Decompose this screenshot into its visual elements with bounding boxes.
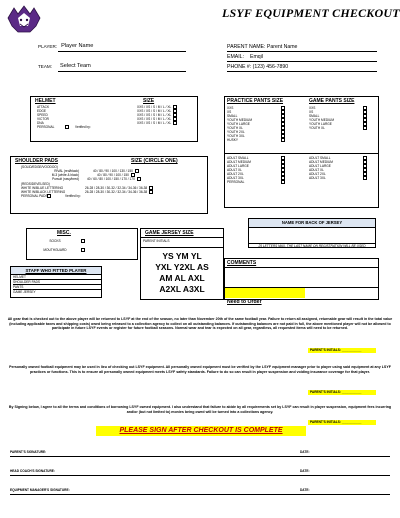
adult-practice-list: [227, 156, 297, 184]
staff-title: STAFF WHO FITTED PLAYER: [25, 268, 87, 273]
checkbox[interactable]: [363, 156, 367, 159]
list-item[interactable]: ADULT MEDIUM: [227, 160, 297, 164]
misc-item[interactable]: SOCKS: [31, 239, 137, 243]
checkbox[interactable]: [363, 164, 367, 167]
staff-row[interactable]: HELMET: [13, 275, 101, 280]
player-label: PLAYER:: [38, 44, 58, 49]
checkbox[interactable]: [281, 122, 285, 125]
sign-banner-text: PLEASE SIGN AFTER CHECKOUT IS COMPLETE: [119, 427, 283, 434]
signature-block: [10, 448, 390, 495]
checkbox[interactable]: [363, 110, 367, 113]
checkbox[interactable]: [81, 239, 85, 242]
game-jersey-sizes[interactable]: YS YM YL YXL Y2XL AS AM AL AXL A2XL A3XL: [155, 251, 209, 294]
checkbox[interactable]: [149, 190, 153, 193]
checkbox[interactable]: [173, 121, 177, 124]
list-item[interactable]: ADULT XL: [227, 168, 297, 172]
adult-game-list: [309, 156, 379, 180]
jersey-name-title: NAME FOR BACK OF JERSEY: [281, 220, 343, 225]
shoulder-sub1: (SOLID/EDGE/VOODOO): [21, 165, 58, 169]
checkbox[interactable]: [149, 186, 153, 189]
page-title: LSYF EQUIPMENT CHECKOUT: [222, 6, 400, 20]
checkbox[interactable]: [363, 114, 367, 117]
staff-section: [10, 266, 102, 298]
parent-initials-3[interactable]: PARENT'S INITIALS: ___________: [308, 420, 376, 425]
checkbox[interactable]: [281, 118, 285, 121]
list-item[interactable]: ADULT XL: [309, 168, 379, 172]
staff-row[interactable]: PANTS: [13, 285, 101, 290]
comments-input[interactable]: [227, 269, 376, 285]
list-item[interactable]: ADULT LARGE: [227, 164, 297, 168]
policy-paragraph-signing: By Signing below, I agree to all the terms and conditions of borrowing LSYF owned equipment. I also understand that failure to abide by all requirements set by LSYF can result in player suspension, equipment fees incurring and/or (but not limited to) monies being owed will be turned into a collections agency.: [8, 405, 392, 414]
helmet-list: [37, 105, 197, 129]
parent-initials-1[interactable]: PARENT'S INITIALS: ___________: [308, 348, 376, 353]
player-name-field[interactable]: Player Name: [61, 43, 94, 49]
practice-pants-title: PRACTICE PANTS SIZE: [227, 98, 284, 104]
misc-item[interactable]: MOUTHGUARD: [31, 248, 137, 252]
checkbox[interactable]: [281, 134, 285, 137]
checkbox[interactable]: [173, 109, 177, 112]
list-item[interactable]: XS: [227, 110, 297, 114]
checkbox[interactable]: [173, 117, 177, 120]
staff-row[interactable]: GAME JERSEY: [13, 290, 36, 294]
parent-initials-label: PARENT INITIALS: [143, 239, 170, 243]
list-item[interactable]: ADULT 2XL: [309, 172, 379, 176]
helmet-title: HELMET: [35, 98, 56, 104]
signature-row[interactable]: PARENT'S SIGNATURE: DATE:: [10, 448, 390, 457]
pants-section: [224, 96, 379, 208]
table-row[interactable]: WHITE W/BLACK LETTERING 26-28 / 28-30 / 30-32 / 32-34 / 34-36 / 36-38: [21, 190, 207, 194]
team-row: [38, 64, 91, 69]
checkbox[interactable]: [281, 126, 285, 129]
practice-pants-list: [227, 106, 297, 142]
signature-row[interactable]: HEAD COACH'S SIGNATURE: DATE:: [10, 467, 390, 476]
list-item[interactable]: XS: [309, 110, 379, 114]
jersey-name-section: [248, 218, 376, 248]
list-item[interactable]: ADULT SMALL: [227, 156, 297, 160]
team-select[interactable]: Select Team: [60, 63, 91, 69]
shoulder-list: [21, 169, 207, 198]
table-row[interactable]: WHITE W/BLUE LETTERING 26-28 / 28-30 / 30-32 / 32-34 / 34-36 / 36-38: [21, 186, 207, 190]
list-item[interactable]: YOUTH LARGE: [227, 122, 297, 126]
jersey-name-note: 25 LETTERS MAX. THE LAST NAME ON REGISTRATION WILL BE USED: [249, 243, 375, 248]
checkbox[interactable]: [135, 169, 139, 172]
list-item[interactable]: YOUTH XL: [227, 126, 297, 130]
comments-section: [224, 258, 379, 305]
shoulder-pads-title: SHOULDER PADS: [15, 158, 58, 164]
need-to-order-field[interactable]: [225, 288, 305, 305]
helmet-row[interactable]: SPEED XXS / XS / S / M / L / XL: [37, 113, 197, 117]
checkbox[interactable]: [281, 110, 285, 113]
parent-initials-2[interactable]: PARENT'S INITIALS: ___________: [308, 390, 376, 395]
staff-row[interactable]: SHOULDER PADS: [13, 280, 101, 285]
checkbox[interactable]: [281, 168, 285, 171]
need-to-order-label: Need to Order: [227, 299, 262, 305]
game-jersey-section: [140, 228, 224, 300]
shoulder-pads-section: [10, 156, 208, 214]
shoulder-sub2: (REDSIDEVELSED): [21, 182, 50, 186]
list-item[interactable]: YOUTH XL: [309, 126, 379, 130]
checkbox[interactable]: [363, 122, 367, 125]
list-item[interactable]: ADULT 3XL: [227, 176, 297, 180]
checkbox[interactable]: [281, 164, 285, 167]
list-item[interactable]: ADULT SMALL: [309, 156, 379, 160]
phone-field[interactable]: PHONE #: (123) 456-7890: [227, 64, 289, 70]
list-item[interactable]: YOUTH LARGE: [309, 122, 379, 126]
checkbox[interactable]: [81, 248, 85, 251]
helmet-row[interactable]: VICTOR XXS / XS / S / M / L / XL: [37, 117, 197, 121]
checkbox[interactable]: [363, 172, 367, 175]
checkbox[interactable]: [47, 194, 51, 197]
list-item[interactable]: ADULT LARGE: [309, 164, 379, 168]
checkbox[interactable]: [281, 176, 285, 179]
checkbox[interactable]: [281, 114, 285, 117]
player-row: [38, 44, 93, 49]
list-item[interactable]: XXS: [227, 106, 297, 110]
list-item[interactable]: ADULT 3XL: [309, 176, 379, 180]
checkbox[interactable]: [281, 106, 285, 109]
checkbox[interactable]: [281, 156, 285, 159]
misc-section: [26, 228, 138, 260]
list-item[interactable]: ADULT 2XL: [227, 172, 297, 176]
list-item[interactable]: YOUTH MEDIUM: [309, 118, 379, 122]
checkbox[interactable]: [173, 113, 177, 116]
helmet-section: [30, 96, 198, 142]
helmet-row[interactable]: ATTACK XXS / XS / S / M / L / XL: [37, 105, 197, 109]
list-item[interactable]: ADULT MEDIUM: [309, 160, 379, 164]
checkbox[interactable]: [281, 130, 285, 133]
checkbox[interactable]: [363, 106, 367, 109]
list-item[interactable]: PERSONAL: [227, 180, 297, 184]
parent-name-field[interactable]: PARENT NAME: Parent Name: [227, 44, 298, 50]
list-item[interactable]: XXS: [309, 106, 379, 110]
checkbox[interactable]: [281, 160, 285, 163]
checkbox[interactable]: [363, 176, 367, 179]
list-item[interactable]: YOUTH 2XL: [227, 130, 297, 134]
jersey-name-input[interactable]: [251, 229, 373, 241]
misc-title: MISC.: [57, 230, 71, 236]
list-item[interactable]: YOUTH MEDIUM: [227, 118, 297, 122]
game-pants-title: GAME PANTS SIZE: [309, 98, 355, 104]
policy-paragraph-return: All gear that is checked out to the above player will be returned to LSYF at the end of the season, no later than November 20th of the same football year. Failure to return all assigned, returnable gear will result in the total value (including applicable taxes and shipping costs) owed being released to a collection agency to collect on all outstanding balances. If outstanding balances are not paid in full, the above mentioned player will not be allowed to participate in future LSYF events or register for future football seasons. Normal wear and tear is expected on all gear, regardless, all requested items will need to be returned.: [7, 317, 393, 331]
comments-title: COMMENTS: [227, 260, 257, 266]
email-field[interactable]: Emqil: [250, 54, 263, 60]
lsyf-logo: [6, 4, 42, 36]
game-jersey-title: GAME JERSEY SIZE: [145, 230, 194, 236]
list-item[interactable]: HUSKY: [227, 138, 297, 142]
shoulder-personal-row[interactable]: PERSONAL PADS Verified by:: [21, 194, 81, 198]
helmet-size-title: SIZE: [143, 98, 155, 104]
game-pants-list: [309, 106, 379, 130]
checkbox[interactable]: [363, 118, 367, 121]
table-row[interactable]: RIVAL (red/black) 40 / 80 / 90 / 100 / 130 / 150: [21, 169, 207, 173]
list-item[interactable]: SMALL: [227, 114, 297, 118]
helmet-row[interactable]: DNA XXS / XS / S / M / L / XL: [37, 121, 197, 125]
checkbox[interactable]: [173, 105, 177, 108]
helmet-row[interactable]: EDGE XXS / XS / S / M / L / XL: [37, 109, 197, 113]
email-label: EMAIL:: [227, 54, 245, 60]
list-item[interactable]: SMALL: [309, 114, 379, 118]
signature-row[interactable]: EQUIPMENT MANAGER'S SIGNATURE: DATE:: [10, 486, 390, 495]
checkbox[interactable]: [363, 160, 367, 163]
checkbox[interactable]: [281, 138, 285, 141]
list-item[interactable]: YOUTH 3XL: [227, 134, 297, 138]
checkbox[interactable]: [363, 168, 367, 171]
checkbox[interactable]: [363, 126, 367, 129]
shoulder-size-title: SIZE (CIRCLE ONE): [131, 158, 178, 164]
checkbox[interactable]: [281, 180, 285, 183]
team-label: TEAM:: [38, 64, 53, 69]
sign-banner: [96, 426, 306, 436]
checkbox[interactable]: [65, 125, 69, 128]
table-row[interactable]: Pursuit (navy/bred) 40 / 60 / 80 / 100 / 150 / 170 / 170: [21, 177, 207, 181]
checkbox[interactable]: [281, 172, 285, 175]
email-row: [227, 55, 263, 60]
checkbox[interactable]: [137, 177, 141, 180]
helmet-personal-row[interactable]: PERSONAL Verified by:: [37, 125, 91, 129]
policy-paragraph-personal: Personally owned football equipment may be used in lieu of checking out LSYF equipment. All personally owned equipment must be verified by the LSYF equipment manager prior to player using said equipment at any LSYF practices or functions. This is to ensure all personally owned equipment meets LSYF safety standards. Failure to do so can result in player suspension and voiding insurance coverage for that player.: [9, 365, 391, 374]
table-row[interactable]: M-3 (white & black) 40 / 80 / 90 / 100 / 150: [21, 173, 207, 177]
